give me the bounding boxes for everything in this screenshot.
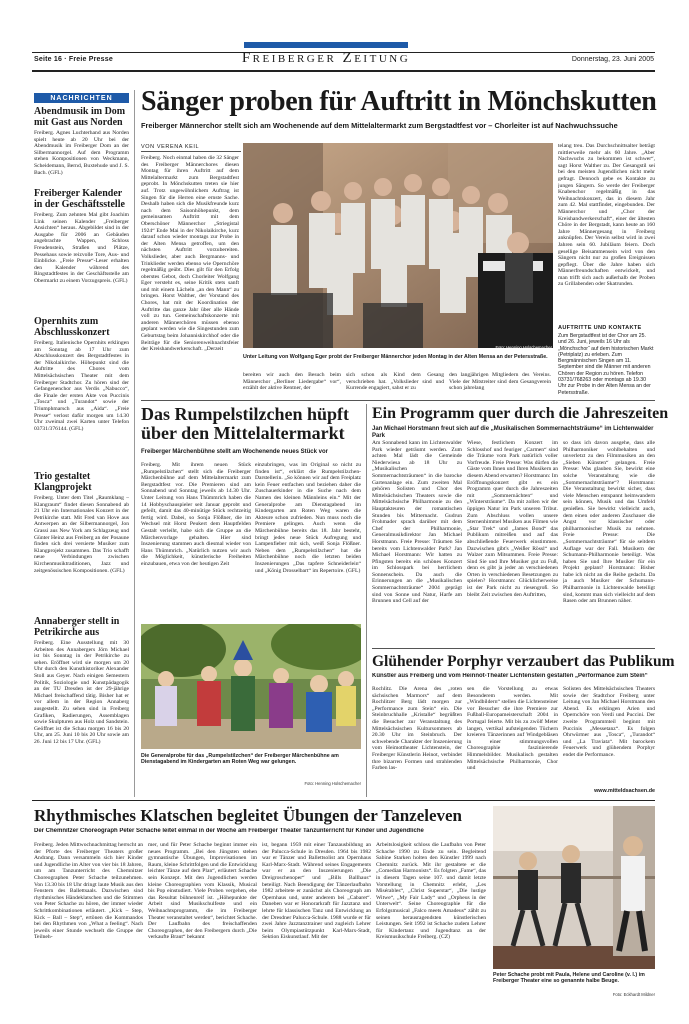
masthead-bottom-rule (32, 70, 655, 72)
dance-photo (493, 806, 655, 969)
news-item (34, 107, 129, 189)
news-item-body: Freiberg. Eine Ausstellung mit 30 Arbeiten des Annabergers Jörn Michael ist bis Sonntag in der Petrikirche zu sehen. Eröffnet wird sie morgen um 20 Uhr durch den Kunsthistoriker Alexander Stoll aus Geyer. Nach einigen Semestern Politik, Soziologie und Kunstpädagogik an der TU Dresden ist der 29-jährige Michael freischaffend tätig. Bisher hat er vor allem in der Region Annaberg ausgestellt. Zu sehen sind in Freiberg Grafiken, Radierungen, Assemblagen sowie Skulpturen aus Holz und Sandstein. Geöffnet ist die Schau morgen 16 bis 20 Uhr, am 25. Juni 10 bis 20 Uhr sowie am 26. Juni 12 bis 17 Uhr. (GFL) (34, 640, 129, 745)
rumpelstilzchen-image (141, 624, 361, 749)
page-label: Seite 16 · Freie Presse (34, 56, 113, 63)
info-box-body: Zum Bergstadtfest ist der Chor am 25. und 26. Juni, jeweils 16 Uhr als „Mönchschor“ auf dem historischen Markt (Petriplatz) zu erleben. Zum Bergmännischen Singen am 11. September sind die Männer mit anderen Chören der Region zu hören. Telefon 03731/768263 oder montags ab 19.30 Uhr zur Probe in der Alten Mensa an der Petersstraße. (558, 333, 654, 396)
porphyr-body-col1: Rochlitz. Die Arena des „roten sächsischen Marmors“ auf dem Rochlitzer Berg lädt morgen zur „Performance zum Stein“ ein. Die Steinbruchhalle „Kristalle“ begrüßten die Besucher zur Veranstaltung des Mittelsächsischen Kultursommers ab 20.30 Uhr im Steinbruch. Der schwebende Charakter der Inszenierung vom Heimottheater Lichtenstein, der Freiberger Künstlerin Heinot, verbindet thre bizarren Formen und strahlenden Farben las- (372, 686, 462, 772)
masthead-title-bar (244, 42, 408, 48)
masthead-title: Freiberger Zeitung (241, 50, 411, 66)
section-label-news: NACHRICHTEN (34, 93, 129, 103)
lead-body-col3: sich schon als Kind dem Gesang verschrieben hat. „Volkslieder sind und Kurrende engagiert, sahst er zu (346, 372, 444, 392)
porphyr-body-col3: Solisten des Mittelsächsischen Theaters sowie der Stadtchor Freiberg unter Leitung von Jan Michael Horstmann den Abend. Es erklingen Arien und Opernchöre von Verdi und Puccini. Der zweite Programmteil beginnt mit Puccinis „Messetanz“. Es folgen Ohrwürmer aus „Tosca“, „Turandot“ und „La Traviata“. Mit barockem Feuerwerk und glühendem Porphyr endet die Performance. (563, 686, 655, 758)
dance-image (493, 806, 655, 969)
news-item-body: Freiberg. Agnes Luchterhand aus Norden spielt heute ab 20 Uhr bei der Abendmusik im Freiberger Dom an der Silbermannorgel. Auf dem Programm stehen Kompositionen von Weckmann, Scheidemann, Bernd, Buxtehude und J. S. Bach. (GFL) (34, 130, 129, 176)
tanz-body-col1: Freiberg. Jeden Mittwochnachmittag herrscht an der Pforte des Freiberger Theaters großer Andrang. Dann versammeln sich hier Kinder und Jugendliche im Alter von vier bis 18 Jahren, um am Tanzunterricht des Chemnitzer Choreographen Peter Schache teilzunehmen. Von 13.30 bis 18 Uhr dringt laute Musik aus den Fenstern des Ballettsaals. Dazwischen sind rhythmisches Händeklatschen und die Stimmen von Peter Schache zu hören, der immer wieder Schrittkombinationen erläutert. „Kick – Step, Kick – Ball – Step“, ertönen die Kommandos bei den Rhythmen von „What a feeling“. Nach jeweils einer Stunde wechselt die Gruppe der Teilneh- (34, 842, 143, 941)
rumpelstilzchen-photo (141, 624, 361, 749)
issue-date: Donnerstag, 23. Juni 2005 (571, 56, 654, 63)
tanz-subhead: Der Chemnitzer Choreograph Peter Schache leitet einmal in der Woche am Freiberger Theater Tanzunterricht für Kinder und Jugendliche (34, 828, 424, 834)
tanz-photo-credit: Foto: Eckhardt Mildner (612, 992, 655, 997)
porphyr-link[interactable]: www.mitteldsachsen.de (594, 788, 655, 794)
lead-photo-credit: Foto: Henning Holschemacher (495, 345, 552, 350)
lead-headline: Sänger proben für Auftritt in Mönchskutten (141, 86, 657, 117)
tanz-headline: Rhythmisches Klatschen begleitet Übungen der Tanzeleven (34, 806, 463, 825)
divider-article3 (372, 648, 655, 649)
lead-body-right-col: telang treu. Das Durchschnittsalter beträgt mittlerweile mehr als 60 Jahre. „Aber Nachwuchs zu bekommen ist schwer“, sagt Horst Walther zu. Der Gesangstil sei bei den meisten Jugendlichen nicht mehr gefragt. Dennoch gebe es Kontakte zu jungen Sängern. So werde der Freiberger Knabenchor regelmäßig in das Weihnachtskonzert, das in diesem Jahr zum 42. Mal stattfindet, eingebunden. Der Männerchor und „Chor der Kreishandwerkerschaft“, einer der ältesten Chöre in der Bergstadt, kann heute an 160 Jahre Männergesang in Freiberg anknüpfen. Der Verein selbst wird in zwei Jahren sein 60. Jubiläum feiern. Doch gesellige Beisammensein wird von den Sängern nicht nur zu großen Ereignissen gepflegt. Über die Jahre haben sich Männerfreundschaften entwickelt, und man trifft sich auch außerhalb der Proben zu Grillabenden oder Skatrunden. (558, 143, 655, 288)
tanz-body-col2: mer, und für Peter Schache beginnt immer ein neues Programm. „Bei den Jüngsten stehen gymnastische Übungen, Improvisationen im Raum, kleine Schrittfolgen und die Entwicklung leichter Tänze auf dem Plan“, erläutert Schache sein Konzept. Mit den Jugendlichen werden kleine Choreographien vom Klassik, Musical bis Pop einstudiert. Viele Proben vergehen, ehe das Resultat bühnenreif ist. „Höhepunkte der Arbeit sind Musikschulfeste und ein Weihnachtsprogramm, die im Freiberger Theater veranstaltet werden“, berichtet Schache. Der Laufbahn des freischaffenden Choreographen, der den Freibergern durch „Die verkaufte Braut“ bekannt (148, 842, 257, 941)
rumpel-photo-credit: Foto: Henning Holschemacher (304, 781, 361, 786)
rumpel-subhead: Freiberger Märchenbühne stellt am Wochenende neues Stück vor (141, 449, 328, 455)
program-headline: Ein Programm quer durch die Jahreszeiten (372, 405, 669, 422)
divider-article2 (366, 404, 367, 797)
news-item-body: Freiberg. Italienische Opernhits erklingen am Sonntag ab 17 Uhr zum Abschlusskonzert des Bergstadtfestes in der Nikolaikirche. Höhepunkt sind die Auftritte des Chores vom Mittelsächsischen Theater mit dem Freiberger Stadtchor. Zu hören sind der Gefangenenchor aus Verdis „Nabucco“, die Finale der ersten Akte von Puccinis „Tosca“ und „Turandot“ sowie der Triumphmarsch aus „Aida“. „Freie Presse“ verlost dafür morgen um 14.30 Uhr zweimal zwei Karten unter Telefon 03731/376144. (GFL) (34, 340, 129, 432)
program-body-col1: Am Sonnabend kann im Lichtenwalder Park wieder geträumt werden. Zum achten Mal lädt die Gemeinde Niederwiesa ab 18 Uhr zu „Musikalischen Sommernachtsträumen“ in die barocke Gartenanlage ein. Zum zweiten Mal gehören Solisten und Chor des Mittelsächsischen Theaters sowie die Mittelsächsische Philharmonie zu den Hauptakteuren der romantischen Stunden bis Mitternacht. Gudrun Frohmader sprach darüber mit dem Chef der Philharmonie, Generalmusikdirektor Jan Michael Horstmann. Freie Presse: Träumen Sie bereits vom Lichtenwalder Park? Jan Michael Horstmann: Wir hatten zu Pfingsten bereits ein schönes Konzert im Schlosspark bei herrlichem Sonnenschein. Da auch die Erinnerungen an die „Musikalischen Sommernachtsträume“ 2004 geprägt sind von Sonne und Natur, Harfe am Brunnen und Cell auf der (372, 440, 462, 605)
tanz-body-col3: ist, begann 1959 mit einer Tanzausbildung an der Palucca-Schule in Dresden. 1964 bis 1982 war er Tänzer und Ballettsolist am Opernhaus Karl-Marx-Stadt. Während seines Engagements war er an den Inszenierungen „Die Dreigroschenoper“ und „Bills Ballhaus“ beteiligt. Nach Beendigung der Tänzerlaufbahn 1982 arbeitete er zunächst als Choreograph am Opernhaus und, unter anderem bei „Cabaret“. Daneben war er Honorarkraft für Jazztanz und lehrte für klassischen Tanz und Entwicklung an der Dresdner Palucca-Schule. 1988 wurde er für zwei Jahre Jazztanztrainer und zugleich Lehrer beim Olympiastützpunkt Karl-Marx-Stadt, Sektion Eiskunstlauf. Mit der (262, 842, 371, 941)
rumpel-body-col1: Freiberg. Mit ihrem neuen Stück „Rumpelstilzchen“ stellt sich die Freiberger Märchenbühne auf dem Mittelaltermarkt zum Bergstadtfest vor. Die Premieren sind am Sonnabend und Sonntag jeweils ab 14.30 Uhr. Unter Leitung von Hans Thümmrich haben die 14 Hobbyschauspieler seit Januar geprobt und gefeilt, damit das 40-minütige Stück rechtzeitig fertig wird. Dabei, so Sonja Flößner, die im Wechsel mit Horst Peukert dem Hauptfelden Gestalt verleiht, habe sich die Gruppe an die Märchenvorlage gehalten. Hier sind Inszenierung stammen auch diesmal wieder von Hans Thümmrich. „Natürlich nutzen wir auch die Möglichkeit, künstlerische Freiheiten einzubauen, etwa von der heutigen Zeit (141, 462, 251, 567)
program-body-col2: Wiese, festlichem Konzert im Schlosshof und feuriger „Carmen“ sind die Träume vom Park natürlich voller Vorfreude. Freie Presse: Was dürfen die Gäste vom Ihnen und Ihren Musikern an diesem Abend erwarten? Horstmann: Im Eröffnungskonzert gibt es ein Programm quer durch die Jahreszeiten mit „Sommernächten“ und „Wintersträume“. Da mit zollen wir der üppigen Natur im Park unseren Tribut. Zum Abschluss wollen unsere Sternenhimmel Musiken aus Filmen wie „Star Trek“ und „James Bond“ das Publikum mitreißen und auf das abschließende Feuerwerk einstimmen. Dazwischen gibt's „Weißer Rössl“ und Walzer zum Mitsummen. Freie Presse: Sind Sie und Ihre Musiker gut zu Fuß, denn es gibt ja jeder an verschiedenen Orten in verschiedenen Besetzungen zu spielen? Horstmann: Glücklicherweise ist der Park nicht zu riesengroß. So bleibt Zeit zwischen den Auftritten, (467, 440, 558, 598)
tanz-body-col4: Arbeitslosigkeit schloss die Laufbahn von Peter Schache 1990 zu Ende zu sein. Begleitend Sabine Starken holten den Künstler 1999 nach Chemnitz zurück. Mit ihr gestaltete er die „Comedian Harmonists“. Es folgten „Fame“, das in diesem Tagen seine 107. und damit letzte Vorstellung in Chemnitz erlebt, „Les Misérables“, „Christ Superstar“, „Die lustige Witwe“, „My Fair Lady“ und „Orpheus in der Unterwelt“. Seine Choreographie für die Erfolgsmusical „Falco meets Amadeus“ zählt zu seinen herausragendsten künstlerischen Leistungen. Seit 1992 ist Schache zudem Lehrer für Kindertanz und Jugendtanz an der Kreismusikschule Freiberg. (CZ) (376, 842, 486, 941)
info-box-title: AUFTRITTE UND KONTAKTE (558, 325, 642, 331)
lead-body-col4: den langjährigen Mitgliedern des Vereins. Viele der Mitstreiter sind dem Gesangverein schon jahrelang (449, 372, 551, 392)
porphyr-subhead: Künstler aus Freiberg und vom Heinnot-Theater Lichtenstein gestalten „Performance zum Stein“ (372, 673, 648, 679)
news-item (34, 617, 129, 807)
news-item (34, 317, 129, 472)
lead-body-col2: bereiten wir auch den Besuch beim Männerchor „Berliner Liedergabe“ vor“, erzählt der aktive Rentner, der (243, 372, 341, 392)
news-item-title: Freiberger Kalender in der Geschäftsstelle (34, 189, 125, 210)
sidebar-divider (134, 90, 135, 797)
news-item (34, 189, 129, 317)
news-item-title: Opernhits zum Abschlusskonzert (34, 317, 110, 338)
lead-author: VON VERENA KEIL (141, 144, 241, 152)
choir-photo (243, 143, 553, 348)
porphyr-body-col2: sen die Vorstellung zu etwas Besonderem werden. Mit „Windbildern“ stellen die Lichtensteiner vor Besucher die ihre Premiere zur Fußball-Europameisterschaft 2004 in Portugal feierte. Mit bis zu zwölf Meter langen, vertikal aufsteigenden Tüchern kreieren Tänzerinnen auf Windgebläsen in einer stimmungsvollen Choreographie faszinierende Himmelsbilder. Musikalisch gestalten Mittelsächsische Philharmonie, Chor und (467, 686, 558, 772)
rumpel-body-col2: einzubringen, was im Original so nicht zu finden ist“, erklärt die Rumpelstilzchen-Darstellerin. „So können wir auf dem Freiplatz kein Feuer entfachen und beziehen daher die Zuschauerkinder in die Suche nach dem Namen des kleinen Männleins ein.“ Mit der Generalprobe am Dienstagabend im Kindergarten am Roten Weg waren die Akteure schon zufrieden. Nun muss noch die Premiere gelingen. Auch wenn die Märchenbühne bereits das 18. Jahr besteht, bringt jedes neue Stück Aufregung und Lampenfieber mit sich, weiß Sonja Flößner. Neben dem „Rumpelstilzchen“ hat die Märchenbühne noch die letzten beiden Inszenierungen „Das tapfere Schneiderlein“ und „König Drosselbart“ im Repertoire. (GFL) (255, 462, 361, 574)
lead-caption: Unter Leitung von Wolfgang Eger probt der Freiberger Männerchor jeden Montag in der Alten Mensa an der Petersstraße. (243, 354, 548, 360)
program-subhead: Jan Michael Horstmann freut sich auf die „Musikalischen Sommernachtsträume“ im Lichtenwalder Park (372, 426, 654, 439)
news-item-body: Freiberg. Unter dem Titel „Raumklang – Klangraum“ findet diesen Sonnabend ab 21 Uhr ein Internationales Konzert in der Petrikirche statt. Mit Fred van Hove aus Antwerpen an der Silbermannorgel, Jon Grassi aus New York am Schlagzeug und Günter Heinz aus Freiberg an der Posaune finden sich drei versierte Musiker zum Klangprojekt zusammen. Das Trio schafft neue Verbindungen zwischen Kirchenmusiktraditionen, Jazz und zeitgenössischen Kompositionen. (GFL) (34, 495, 129, 574)
porphyr-headline: Glühender Porphyr verzaubert das Publikum (372, 653, 675, 670)
choir-image (243, 143, 553, 348)
rumpel-headline: Das Rumpelstilzchen hüpft über den Mittelaltermarkt (141, 404, 350, 443)
divider-bottom-section (32, 800, 655, 801)
lead-body-col1: Freiberg. Noch einmal haben die 32 Sänger des Freiberger Männerchores diesen Montag für ihren Auftritt auf dem Mittelaltermarkt zum Bergstadtfest geprobt. In Mönchskutten treten sie hier auf. Trotz ungewöhnlichem Auftrag ist Singen für die Herren eine ernste Sache. Deshalb haben sich die Musikfreunde kurz nach dem Saisonhöhepunkt, dem gemeinsamen Auftritt mit dem Oberschöner Männerchor „Striegistal 1924“ Ende Mai in der Nikolaikirche, kurz darauf schon wieder montags zur Probe in der Alten Mensa getroffen, um den nächsten Auftritt vorzubereiten. Volkslieder, aber auch Bergmanns- und Trinklieder werden ebenso wie Opernchöre regelmäßig geübt. Dies gilt für den Erfolg oberstes Gebot, doch Chorleiter Wolfgang Eger versteht es, seine Kritik stets sanft und mit einem Lächeln „an den Mann“ zu bringen. Horst Walther, der Vorstand des Chores, hat mit der Koordination der Auftritte das ganze Jahr über alle Hände voll zu tun. Gemeinschaftskonzerte mit anderen Männerchören müssen ebenso geplant werden wie die Singestunden zum Geburtstag beim Johanniskirchhof oder die Beiträge für die Seniorenweihnachtsfeier der Kreishandwerkerschaft. „Derzeit (141, 155, 239, 353)
news-item-title: Trio gestaltet Klangprojekt (34, 472, 92, 493)
news-item-body: Freiberg. Zum zehnten Mal gibt Joachim Link seinen Kalender „Freiberger Ansichten“ heraus. Abgebildet sind in der Ausgabe für 2006 an Gebäuden angebrachte Wappen, Schloss Freudenstein, Straßen und Plätze, Pessehaus sowie reizvolle Tore, Aus- und Einblicke. „Freie Presse“-Leser erhalten den Kalender während des Ringstadtfestes in der Geschäftsstelle am Obermarkt zu einem Vorzugspreis. (GFL) (34, 212, 129, 284)
program-body-col3: so dass ich davon ausgehe, dass alle Philharmoniker wohlbehalten und unverletzt zu den Filmmusiken an den „Sieben Künsten“ gelangen. Freie Presse: Was glauben Sie, bewirkt eine solche Veranstaltung wie die „Sommernachtsträume“? Horstmann: Die Veranstaltung bewirkt sicher, dass viele Menschen entspannt heimwandern sein können, Musik und das Umfeld genießen. Sie bewirkt vielleicht auch, dem einen oder anderen Zuschauer die Angst vor klassischer oder philharmonischer Musik zu nehmen. Freie Presse: Die „Sommernachtsträume“ für sie seitdem Auflage war der Fall. Musikern der Schumann-Philharmonie beteiligt. Was haben Sie und Ihre Musiker für ein Projekt geplant? Horstmann: Bisher habe ich nicht an die Reihe gedacht. Da ja auch Musiker der Schumann-Philharmonie in Lichtenwalde beteiligt sind, kommt man sich vielleicht auf dem Rasen oder am Brunnen näher. (563, 440, 655, 605)
rumpel-caption: Die Generalprobe für das „Rumpelstilzchen“ der Freiberger Märchenbühne am Dienstagabend im Kindergarten am Roten Weg war gelungen. (141, 753, 339, 766)
lead-subhead: Freiberger Männerchor stellt sich am Wochenende auf dem Mittelaltermarkt zum Bergstadtfest vor – Chorleiter ist auf Nachwuchssuche (141, 121, 618, 130)
news-item (34, 472, 129, 617)
divider-lead-bottom (141, 400, 655, 401)
news-item-title: Abendmusik im Dom mit Gast aus Norden (34, 107, 126, 128)
news-item-title: Annaberger stellt in Petrikirche aus (34, 617, 120, 638)
tanz-caption: Peter Schache probt mit Paula, Helene und Caroline (v. l.) im Freiberger Theater eine so genannte halbe Beuge. (493, 972, 645, 985)
news-sidebar (34, 93, 129, 807)
